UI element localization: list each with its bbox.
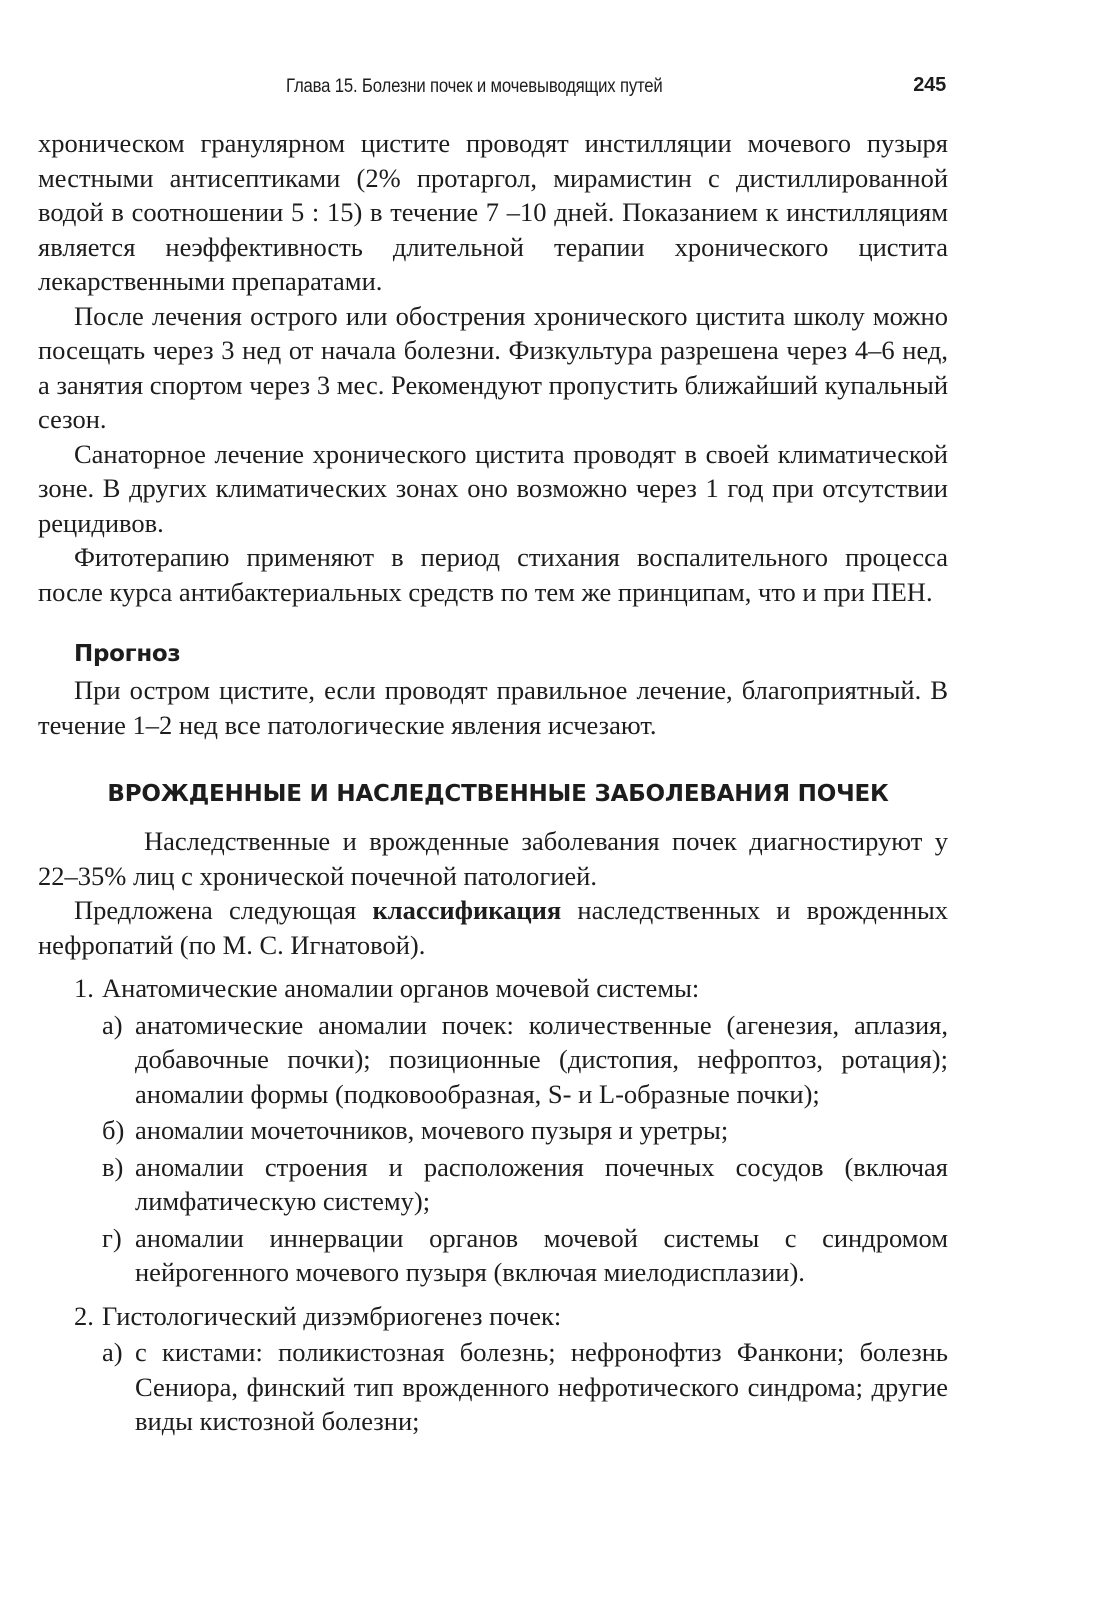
prognosis-text: При остром цистите, если проводят правильное лечение, благоприятный. В течение 1–2 нед все патологические явления исчезают. <box>38 675 948 740</box>
paragraph-school: После лечения острого или обострения хронического цистита школу можно посещать через 3 нед от начала болезни. Физкультура разрешена через 4–6 нед, а занятия спортом через 3 мес. Рекомендуют пропустить ближайший купальный сезон. <box>38 300 948 434</box>
list-marker: 1. <box>74 973 94 1003</box>
section-intro: Наследственные и врожденные заболевания почек диагностируют у 22–35% лиц с хронической почечной патологией. <box>38 826 948 891</box>
list-marker: а) <box>102 1337 123 1367</box>
list-marker: г) <box>102 1222 122 1253</box>
body-text <box>38 126 948 1439</box>
list-subitem-2a <box>38 1335 948 1439</box>
classification-text-after: наследственных и врожденных нефропатий (по М. С. Игнатовой). <box>38 895 948 960</box>
section-heading: ВРОЖДЕННЫЕ И НАСЛЕДСТВЕННЫЕ ЗАБОЛЕВАНИЯ ПОЧЕК <box>107 781 889 807</box>
list-marker: б) <box>102 1115 125 1145</box>
list-subitem-text: аномалии строения и расположения почечных сосудов (включая лимфатическую систему); <box>135 1151 948 1216</box>
classification-term: классификация <box>372 895 562 925</box>
classification-paragraph <box>38 893 948 962</box>
list-marker: 2. <box>74 1300 94 1331</box>
list-marker: а) <box>102 1009 123 1040</box>
list-subitem-1a <box>38 1008 948 1112</box>
prognosis-heading: Прогноз <box>74 641 181 667</box>
list-item-text: Гистологический дизэмбриогенез почек: <box>102 1300 562 1331</box>
list-subitem-1v <box>38 1150 948 1219</box>
list-subitem-text: с кистами: поликистозная болезнь; нефронофтиз Фанкони; болезнь Сениора, финский тип врожденного нефротического синдрома; другие виды кистозной болезни; <box>135 1337 948 1436</box>
list-subitem-1g <box>38 1221 948 1290</box>
list-subitem-1b <box>38 1113 948 1148</box>
paragraph-instillation: хроническом гранулярном цистите проводят инстилляции мочевого пузыря местными антисептиками (2% протаргол, мирамистин с дистиллированной водой в соотношении 5 : 15) в течение 7 –10 дней. Показанием к инстилляциям является неэффективность длительной терапии хронического цистита лекарственными препаратами. <box>38 128 948 296</box>
list-subitem-text: аномалии мочеточников, мочевого пузыря и уретры; <box>135 1115 729 1145</box>
list-subitem-text: анатомические аномалии почек: количественные (агенезия, аплазия, добавочные почки); позиционные (дистопия, нефроптоз, ротация); аномалии формы (подковообразная, S- и L-образные почки); <box>135 1009 948 1109</box>
classification-text-before: Предложена следующая <box>74 895 373 925</box>
paragraph-phytotherapy: Фитотерапию применяют в период стихания воспалительного процесса после курса антибактериальных средств по тем же принципам, что и при ПЕН. <box>38 542 948 607</box>
list-item-text: Анатомические аномалии органов мочевой системы: <box>102 973 700 1003</box>
list-item-1 <box>38 971 948 1006</box>
paragraph-sanatorium: Санаторное лечение хронического цистита проводят в своей климатической зоне. В других климатических зонах оно возможно через 1 год при отсутствии рецидивов. <box>38 438 948 538</box>
list-marker: в) <box>102 1151 124 1182</box>
book-page <box>38 0 948 1601</box>
chapter-title: Глава 15. Болезни почек и мочевыводящих путей <box>286 76 663 97</box>
page-number: 245 <box>913 74 946 96</box>
list-subitem-text: аномалии иннервации органов мочевой системы с синдромом нейрогенного мочевого пузыря (включая миелодисплазии). <box>135 1222 948 1287</box>
running-header <box>38 72 948 102</box>
list-item-2 <box>38 1299 948 1334</box>
